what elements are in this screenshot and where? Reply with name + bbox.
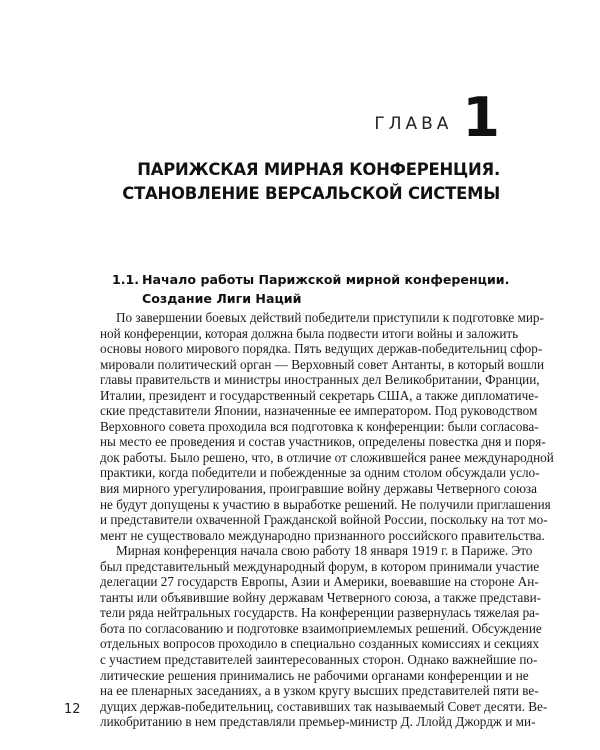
page-number: 12 <box>64 702 81 717</box>
text-line: ной конференции, которая должна была подвести итоги войны и заложить <box>100 325 519 341</box>
text-line: док работы. Было решено, что, в отличие от сложившейся ранее международной <box>100 449 554 465</box>
text-line: отдельных вопросов проходило в специально созданных комиссиях и секциях <box>100 636 540 652</box>
paragraph-2 <box>100 543 548 730</box>
text-line: вия мирного урегулирования, проигравшие войну державы Четверного союза <box>100 481 537 497</box>
text-line: мировали политический орган — Верховный совет Антанты, в который вошли <box>100 356 545 372</box>
text-line: По завершении боевых действий победители приступили к подготовке мир- <box>116 310 544 325</box>
text-line: и представители охваченной Гражданской войной России, поскольку на тот мо- <box>100 512 548 528</box>
text-line: Мирная конференция начала свою работу 18 января 1919 г. в Париже. Это <box>116 543 533 559</box>
text-line: ны место ее проведения и состав участников, определены повестка дня и поря- <box>100 434 546 450</box>
chapter-title <box>100 158 500 206</box>
text-line: не будут допущены к участию в выработке решений. Не получили приглашения <box>100 496 551 512</box>
text-line: Верховного совета проходила вся подготовка к конференции: были согласова- <box>100 418 539 434</box>
paragraph-1 <box>100 310 554 543</box>
text-line: дущих держав-победительниц, составивших так называемый Совет десяти. Ве- <box>100 698 548 714</box>
text-line: Италии, президент и государственный секретарь США, а также дипломатиче- <box>100 387 539 403</box>
chapter-word: ГЛАВА <box>374 114 453 134</box>
text-line: на ее пленарных заседаниях, а в узком кругу высших представителей пяти ве- <box>100 683 539 699</box>
text-line: тели ряда нейтральных государств. На конференции развернулась тяжелая ра- <box>100 605 540 621</box>
text-line: делегации 27 государств Европы, Азии и Америки, воевавшие на стороне Ан- <box>100 574 539 590</box>
text-line: основы нового мирового порядка. Пять ведущих держав-победительниц сфор- <box>100 341 543 357</box>
text-line: практики, когда победители и побежденные за одним столом обсуждали усло- <box>100 465 540 481</box>
section-heading <box>112 270 510 308</box>
chapter-title-line: ПАРИЖСКАЯ МИРНАЯ КОНФЕРЕНЦИЯ. <box>137 160 500 179</box>
text-line: танты или объявившие войну державам Четверного союза, а также представи- <box>100 589 542 605</box>
chapter-title-line: СТАНОВЛЕНИЕ ВЕРСАЛЬСКОЙ СИСТЕМЫ <box>122 184 500 203</box>
section-title-line: Создание Лиги Наций <box>142 291 302 306</box>
text-line: главы правительств и министры иностранных дел Великобритании, Франции, <box>100 372 540 388</box>
text-line: ликобританию в нем представляли премьер-министр Д. Ллойд Джордж и ми- <box>100 714 536 730</box>
section-number: 1.1. <box>112 272 140 287</box>
text-line: ские представители Японии, назначенные ее императором. Под руководством <box>100 403 538 419</box>
body-text <box>100 310 554 730</box>
text-line: мент не существовало международно признанного российского правительства. <box>100 527 545 543</box>
text-line: литические решения принимались не рабочими органами конференции и не <box>100 667 529 683</box>
text-line: с участием представителей заинтересованных сторон. Однако важнейшие по- <box>100 652 538 668</box>
section-title-line: Начало работы Парижской мирной конференции. <box>142 272 510 287</box>
chapter-label <box>374 86 500 149</box>
text-line: бота по согласованию и подготовке взаимоприемлемых решений. Обсуждение <box>100 620 542 636</box>
chapter-number: 1 <box>462 86 500 149</box>
text-line: был представительный международный форум, в котором принимали участие <box>100 558 540 574</box>
